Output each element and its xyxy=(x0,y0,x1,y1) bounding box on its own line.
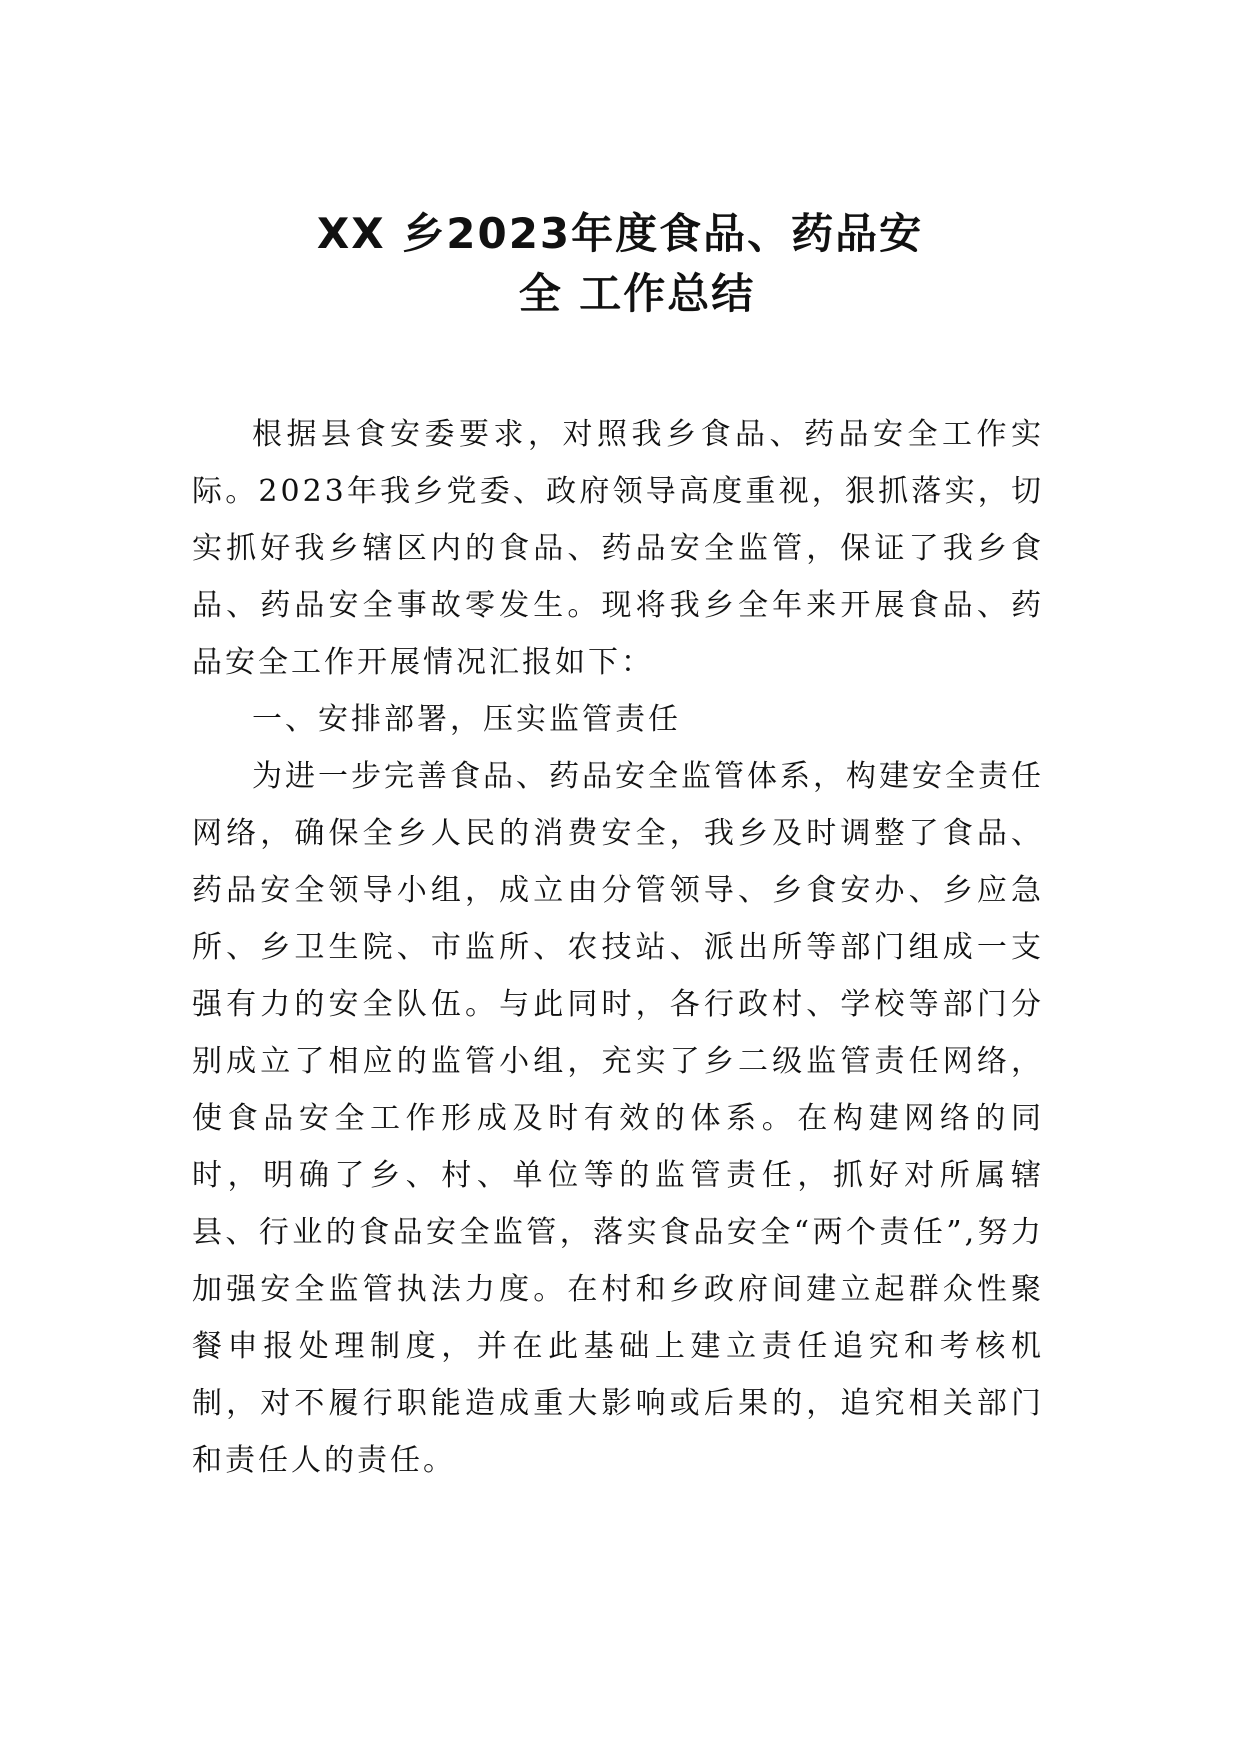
document-title xyxy=(0,204,1240,324)
title-line-1: XX 乡2023年度食品、药品安 xyxy=(316,209,924,259)
section-heading-1: 一、安排部署，压实监管责任 xyxy=(252,702,681,737)
document-body xyxy=(192,406,1044,1489)
title-line-2: 全 工作总结 xyxy=(518,269,756,319)
section-1-paragraph: 为进一步完善食品、药品安全监管体系，构建安全责任网络，确保全乡人民的消费安全，我乡及时调整了食品、药品安全领导小组，成立由分管领导、乡食安办、乡应急所、乡卫生院、市监所、农技站、派出所等部门组成一支强有力的安全队伍。与此同时，各行政村、学校等部门分别成立了相应的监管小组，充实了乡二级监管责任网络，使食品安全工作形成及时有效的体系。在构建网络的同时，明确了乡、村、单位等的监管责任，抓好对所属辖县、行业的食品安全监管，落实食品安全“两个责任”,努力加强安全监管执法力度。在村和乡政府间建立起群众性聚餐申报处理制度，并在此基础上建立责任追究和考核机制，对不履行职能造成重大影响或后果的，追究相关部门和责任人的责任。 xyxy=(192,759,1044,1478)
intro-paragraph: 根据县食安委要求，对照我乡食品、药品安全工作实际。2023年我乡党委、政府领导高度重视，狠抓落实，切实抓好我乡辖区内的食品、药品安全监管，保证了我乡食品、药品安全事故零发生。现将我乡全年来开展食品、药品安全工作开展情况汇报如下： xyxy=(192,417,1044,680)
